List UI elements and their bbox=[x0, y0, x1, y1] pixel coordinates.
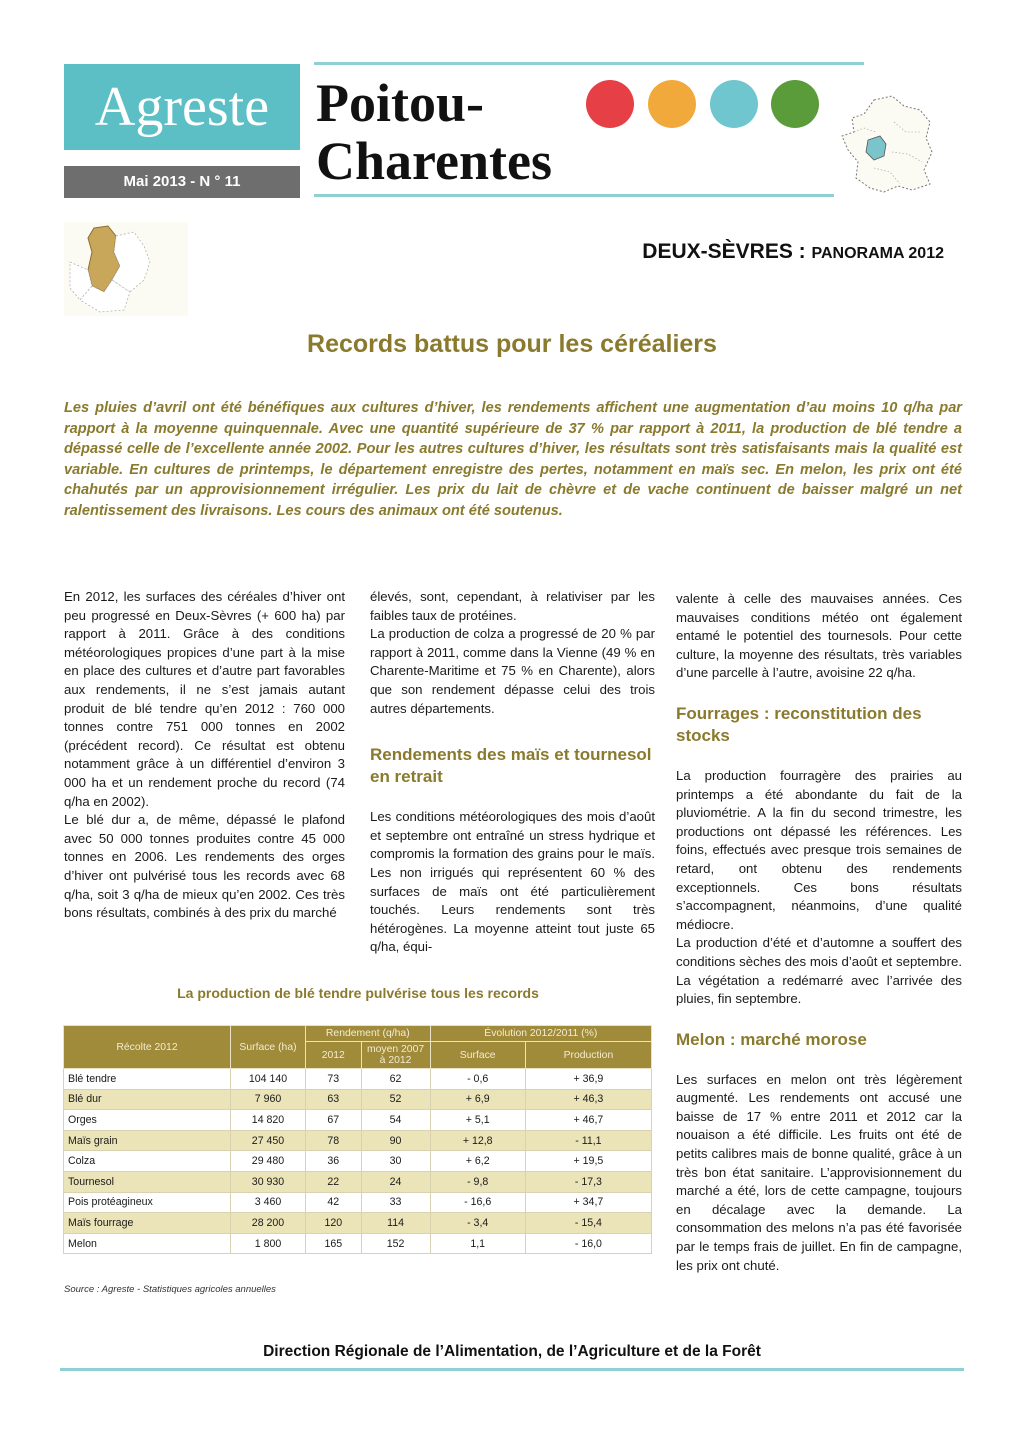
crop-name-cell: Tournesol bbox=[64, 1171, 231, 1192]
table-cell: + 46,3 bbox=[525, 1089, 651, 1110]
table-cell: - 17,3 bbox=[525, 1171, 651, 1192]
paragraph: élevés, sont, cependant, à relativiser par les faibles taux de protéines. bbox=[370, 589, 655, 623]
table-cell: 30 bbox=[361, 1151, 430, 1172]
table-cell: 42 bbox=[306, 1192, 362, 1213]
orange-dot-icon bbox=[648, 80, 696, 128]
table-cell: 28 200 bbox=[231, 1213, 306, 1234]
column-1 bbox=[64, 588, 345, 923]
section-heading-melon: Melon : marché morose bbox=[676, 1029, 867, 1049]
table-cell: - 11,1 bbox=[525, 1130, 651, 1151]
crop-name-cell: Blé dur bbox=[64, 1089, 231, 1110]
column-header-rendement: Rendement (q/ha) bbox=[306, 1026, 431, 1042]
table-cell: - 0,6 bbox=[430, 1069, 525, 1090]
section-heading-mais-tournesol: Rendements des maïs et tournesol en retrait bbox=[370, 745, 652, 787]
table-cell: 36 bbox=[306, 1151, 362, 1172]
paragraph: Le blé dur a, de même, dépassé le plafond avec 50 000 tonnes produites contre 45 000 tonnes en 2006. Les rendements des orges d’hiver ont pulvérisé tous les records avec 68 q/ha, soit 3 q/ha de mieux qu’en 2002. Ces très bons résultats, combinés à des prix du marché bbox=[64, 812, 345, 921]
region-map-icon bbox=[64, 222, 188, 316]
crop-name-cell: Blé tendre bbox=[64, 1069, 231, 1090]
paragraph: valente à celle des mauvaises années. Ces mauvaises conditions météo ont également entamé le potentiel des tournesols. Pour cette culture, la moyenne des résultats, très variables d’une parcelle à l’autre, avoisine 22 q/ha. bbox=[676, 591, 962, 681]
table-cell: 90 bbox=[361, 1130, 430, 1151]
crop-name-cell: Maïs fourrage bbox=[64, 1213, 231, 1234]
table-cell: - 16,0 bbox=[525, 1233, 651, 1254]
table-cell: - 3,4 bbox=[430, 1213, 525, 1234]
paragraph: Les conditions météorologiques des mois d’août et septembre ont entraîné un stress hydrique et compromis la formation des grains pour le maïs. Les non irrigués qui représentent 60 % des surfaces de maïs ont été particulièrement touchés. Leurs rendements sont très hétérogènes. La moyenne atteint tout juste 65 q/ha, équi- bbox=[370, 809, 655, 955]
table-cell: 1,1 bbox=[430, 1233, 525, 1254]
paragraph: Les surfaces en melon ont très légèrement augmenté. Les rendements ont accusé une baisse de 17 % entre 2011 et 2012 car la nouaison a été difficile. Les fruits ont été de petits calibres mais de bonne qualité, grâce à un très bon état sanitaire. L’approvisionnement du marché a été, lors de cette campagne, toujours en décalage avec la demande. La consommation des melons n’a pas été favorisée par le temps frais de juillet. En fin de campagne, les prix ont chuté. bbox=[676, 1071, 962, 1273]
table-cell: 63 bbox=[306, 1089, 362, 1110]
column-header-recolte: Récolte 2012 bbox=[64, 1026, 231, 1069]
table-cell: + 36,9 bbox=[525, 1069, 651, 1090]
paragraph: La production de colza a progressé de 20 % par rapport à 2011, comme dans la Vienne (49 % en Charente-Maritime et 75 % en Charente), alors que son rendement dépasse celui des trois autres départements. bbox=[370, 626, 655, 716]
blue-dot-icon bbox=[710, 80, 758, 128]
brand-name: Agreste bbox=[94, 76, 270, 138]
region-title bbox=[316, 74, 552, 190]
crop-name-cell: Melon bbox=[64, 1233, 231, 1254]
table-cell: 62 bbox=[361, 1069, 430, 1090]
region-title-line1: Poitou- bbox=[316, 73, 484, 133]
table-cell: 33 bbox=[361, 1192, 430, 1213]
table-row bbox=[64, 1151, 652, 1172]
table-cell: + 19,5 bbox=[525, 1151, 651, 1172]
table-source: Source : Agreste - Statistiques agricoles annuelles bbox=[64, 1284, 276, 1295]
table-cell: - 16,6 bbox=[430, 1192, 525, 1213]
green-dot-icon bbox=[771, 80, 819, 128]
column-2 bbox=[370, 588, 655, 957]
red-dot-icon bbox=[586, 80, 634, 128]
table-cell: - 15,4 bbox=[525, 1213, 651, 1234]
column-header-ev-surface: Surface bbox=[430, 1042, 525, 1069]
table-cell: 30 930 bbox=[231, 1171, 306, 1192]
paragraph: La production d’été et d’automne a souffert des conditions sèches des mois d’août et septembre. La végétation a redémarré avec l’arrivée des pluies, fin septembre. bbox=[676, 935, 962, 1007]
issue-label: Mai 2013 - N ° 11 bbox=[64, 166, 300, 198]
column-header-evolution: Évolution 2012/2011 (%) bbox=[430, 1026, 651, 1042]
table-cell: 73 bbox=[306, 1069, 362, 1090]
footer-rule bbox=[60, 1368, 964, 1371]
crop-name-cell: Orges bbox=[64, 1110, 231, 1131]
table-cell: 22 bbox=[306, 1171, 362, 1192]
table-cell: 152 bbox=[361, 1233, 430, 1254]
table-title: La production de blé tendre pulvérise tous les records bbox=[177, 985, 539, 1001]
france-map-icon bbox=[834, 92, 944, 198]
table-cell: + 5,1 bbox=[430, 1110, 525, 1131]
column-3 bbox=[676, 590, 962, 1275]
panorama-heading bbox=[642, 240, 944, 264]
table-cell: 29 480 bbox=[231, 1151, 306, 1172]
table-row bbox=[64, 1171, 652, 1192]
table-cell: + 46,7 bbox=[525, 1110, 651, 1131]
table-row bbox=[64, 1213, 652, 1234]
table-cell: 1 800 bbox=[231, 1233, 306, 1254]
table-row bbox=[64, 1110, 652, 1131]
table-row bbox=[64, 1130, 652, 1151]
table-cell: 3 460 bbox=[231, 1192, 306, 1213]
table-cell: 54 bbox=[361, 1110, 430, 1131]
section-heading-fourrages: Fourrages : reconstitution des stocks bbox=[676, 703, 922, 745]
header-rule-bottom bbox=[314, 194, 864, 197]
table-cell: 78 bbox=[306, 1130, 362, 1151]
crop-name-cell: Colza bbox=[64, 1151, 231, 1172]
table-cell: 67 bbox=[306, 1110, 362, 1131]
column-header-surface: Surface (ha) bbox=[231, 1026, 306, 1069]
crop-name-cell: Pois protéagineux bbox=[64, 1192, 231, 1213]
agreste-logo bbox=[64, 64, 300, 150]
table-cell: 27 450 bbox=[231, 1130, 306, 1151]
table-row bbox=[64, 1069, 652, 1090]
department-name: DEUX-SÈVRES : bbox=[642, 240, 806, 263]
table-cell: 7 960 bbox=[231, 1089, 306, 1110]
region-title-line2: Charentes bbox=[316, 131, 552, 191]
table-cell: + 6,2 bbox=[430, 1151, 525, 1172]
table-cell: + 34,7 bbox=[525, 1192, 651, 1213]
crop-name-cell: Maïs grain bbox=[64, 1130, 231, 1151]
paragraph: En 2012, les surfaces des céréales d’hiver ont peu progressé en Deux-Sèvres (+ 600 ha) par rapport à 2011. Grâce à des conditions météorologiques propices d’une part à la mise en place des cultures et d’autre part favorables aux rendements, il ne s’est jamais autant produit de blé tendre qu’en 2012 : 760 000 tonnes contre 751 000 tonnes en 2002 (précédent record). Ce résultat est obtenu notamment grâce à un différentiel d’environ 3 000 ha et un rendement proche du record (74 q/ha en 2002). bbox=[64, 589, 345, 809]
footer-organisation: Direction Régionale de l’Alimentation, de l’Agriculture et de la Forêt bbox=[263, 1343, 761, 1360]
column-header-moyen: moyen 2007 à 2012 bbox=[361, 1042, 430, 1069]
table-cell: 120 bbox=[306, 1213, 362, 1234]
table-cell: 114 bbox=[361, 1213, 430, 1234]
table-cell: + 6,9 bbox=[430, 1089, 525, 1110]
table-cell: 165 bbox=[306, 1233, 362, 1254]
table-row bbox=[64, 1089, 652, 1110]
table-cell: 14 820 bbox=[231, 1110, 306, 1131]
panorama-label: PANORAMA 2012 bbox=[811, 245, 944, 262]
header-rule-top bbox=[314, 62, 864, 65]
table-cell: 24 bbox=[361, 1171, 430, 1192]
table-row bbox=[64, 1233, 652, 1254]
paragraph: La production fourragère des prairies au printemps a été abondante du fait de la pluviométrie. A la fin du second trimestre, les productions ont dépassé les références. Les foins, effectués avec presque trois semaines de retard, ont obtenu des rendements exceptionnels. Ces bons résultats s’accompagnent, néanmoins, d’une qualité médiocre. bbox=[676, 767, 962, 932]
table-cell: 52 bbox=[361, 1089, 430, 1110]
article-lede: Les pluies d’avril ont été bénéfiques aux cultures d’hiver, les rendements affichent une augmentation d’au moins 10 q/ha par rapport à la moyenne quinquennale. Avec une quantité supérieure de 37 % par rapport à 2011, la production de blé tendre a dépassé celle de l’excellente année 2002. Pour les autres cultures d’hiver, les résultats sont très satisfaisants mais la qualité est variable. En cultures de printemps, le département enregistre des pertes, notamment en maïs sec. En melon, les prix ont été chahutés par un approvisionnement irrégulier. Les prix du lait de chèvre et de vache continuent de baisser malgré un net ralentissement des livraisons. Les cours des animaux ont été soutenus. bbox=[64, 400, 962, 519]
column-header-2012: 2012 bbox=[306, 1042, 362, 1069]
table-row bbox=[64, 1192, 652, 1213]
harvest-table bbox=[63, 1025, 652, 1254]
column-header-ev-production: Production bbox=[525, 1042, 651, 1069]
table-cell: 104 140 bbox=[231, 1069, 306, 1090]
table-cell: + 12,8 bbox=[430, 1130, 525, 1151]
article-title: Records battus pour les céréaliers bbox=[307, 330, 717, 358]
table-cell: - 9,8 bbox=[430, 1171, 525, 1192]
